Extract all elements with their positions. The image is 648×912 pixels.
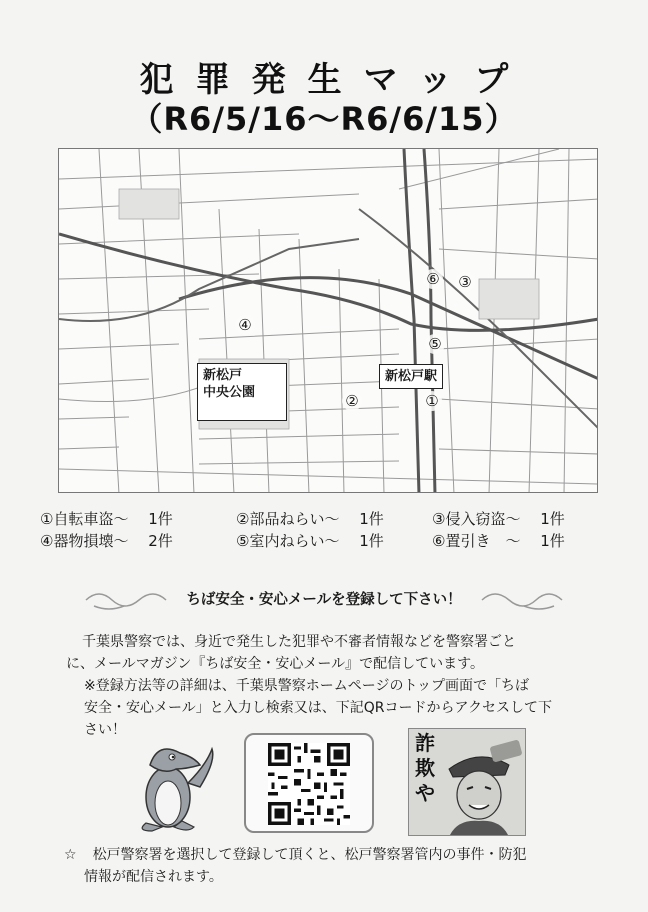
station-label: 新松戸駅 xyxy=(379,364,443,389)
legend-item-car-interior-theft: ⑤室内ねらい～ 1件 xyxy=(236,532,384,550)
marker-3: ③ xyxy=(455,272,475,292)
park-label-line2: 中央公園 xyxy=(203,385,256,400)
banner-heading: ちば安全・安心メールを登録して下さい！ xyxy=(186,592,462,608)
park-label-line1: 新松戸 xyxy=(203,368,243,383)
marker-1: ① xyxy=(422,391,442,411)
footer-line-1: 松戸警察署を選択して登録して頂くと、松戸警察署管内の事件・防犯 xyxy=(92,847,527,863)
note-line-1: ※登録方法等の詳細は、千葉県警察ホームページのトップ画面で「ちば xyxy=(84,678,530,694)
right-swirl-ornament xyxy=(469,588,564,612)
registration-banner xyxy=(84,580,564,620)
intro-line-1: 千葉県警察では、身近で発生した犯罪や不審者情報などを警察署ごと xyxy=(82,634,516,650)
period-subtitle: （R6/5/16～R6/6/15） xyxy=(130,100,518,138)
crime-legend xyxy=(40,508,630,552)
qr-code-frame xyxy=(244,733,374,833)
page-title: 犯罪発生マップ xyxy=(139,60,531,100)
mascot-illustration xyxy=(128,735,218,835)
note-line-3: さい！ xyxy=(84,722,126,738)
map-streets xyxy=(59,149,598,493)
star-icon: ☆ xyxy=(64,847,77,863)
footer-line-2: 情報が配信されます。 xyxy=(84,869,223,885)
park-label xyxy=(197,363,287,421)
marker-4: ④ xyxy=(235,315,255,335)
legend-item-burglary: ③侵入窃盗～ 1件 xyxy=(432,510,565,528)
footer-note xyxy=(64,844,604,888)
note-line-2: 安全・安心メール」と入力し検索又は、下記QRコードからアクセスして下 xyxy=(84,700,553,716)
cartoon-caption: 詐欺や xyxy=(415,731,435,805)
crime-map xyxy=(58,148,598,493)
legend-item-parts-theft: ②部品ねらい～ 1件 xyxy=(236,510,384,528)
legend-item-luggage-theft: ⑥置引き ～ 1件 xyxy=(432,532,565,550)
legend-item-bicycle-theft: ①自転車盗～ 1件 xyxy=(40,510,173,528)
legend-item-vandalism: ④器物損壊～ 2件 xyxy=(40,532,173,550)
qr-code[interactable] xyxy=(266,743,352,825)
marker-2: ② xyxy=(342,391,362,411)
fraud-warning-illustration xyxy=(408,728,526,836)
marker-6: ⑥ xyxy=(423,269,443,289)
intro-line-2: に、メールマガジン『ちば安全・安心メール』で配信しています。 xyxy=(66,656,484,672)
marker-5: ⑤ xyxy=(425,334,445,354)
